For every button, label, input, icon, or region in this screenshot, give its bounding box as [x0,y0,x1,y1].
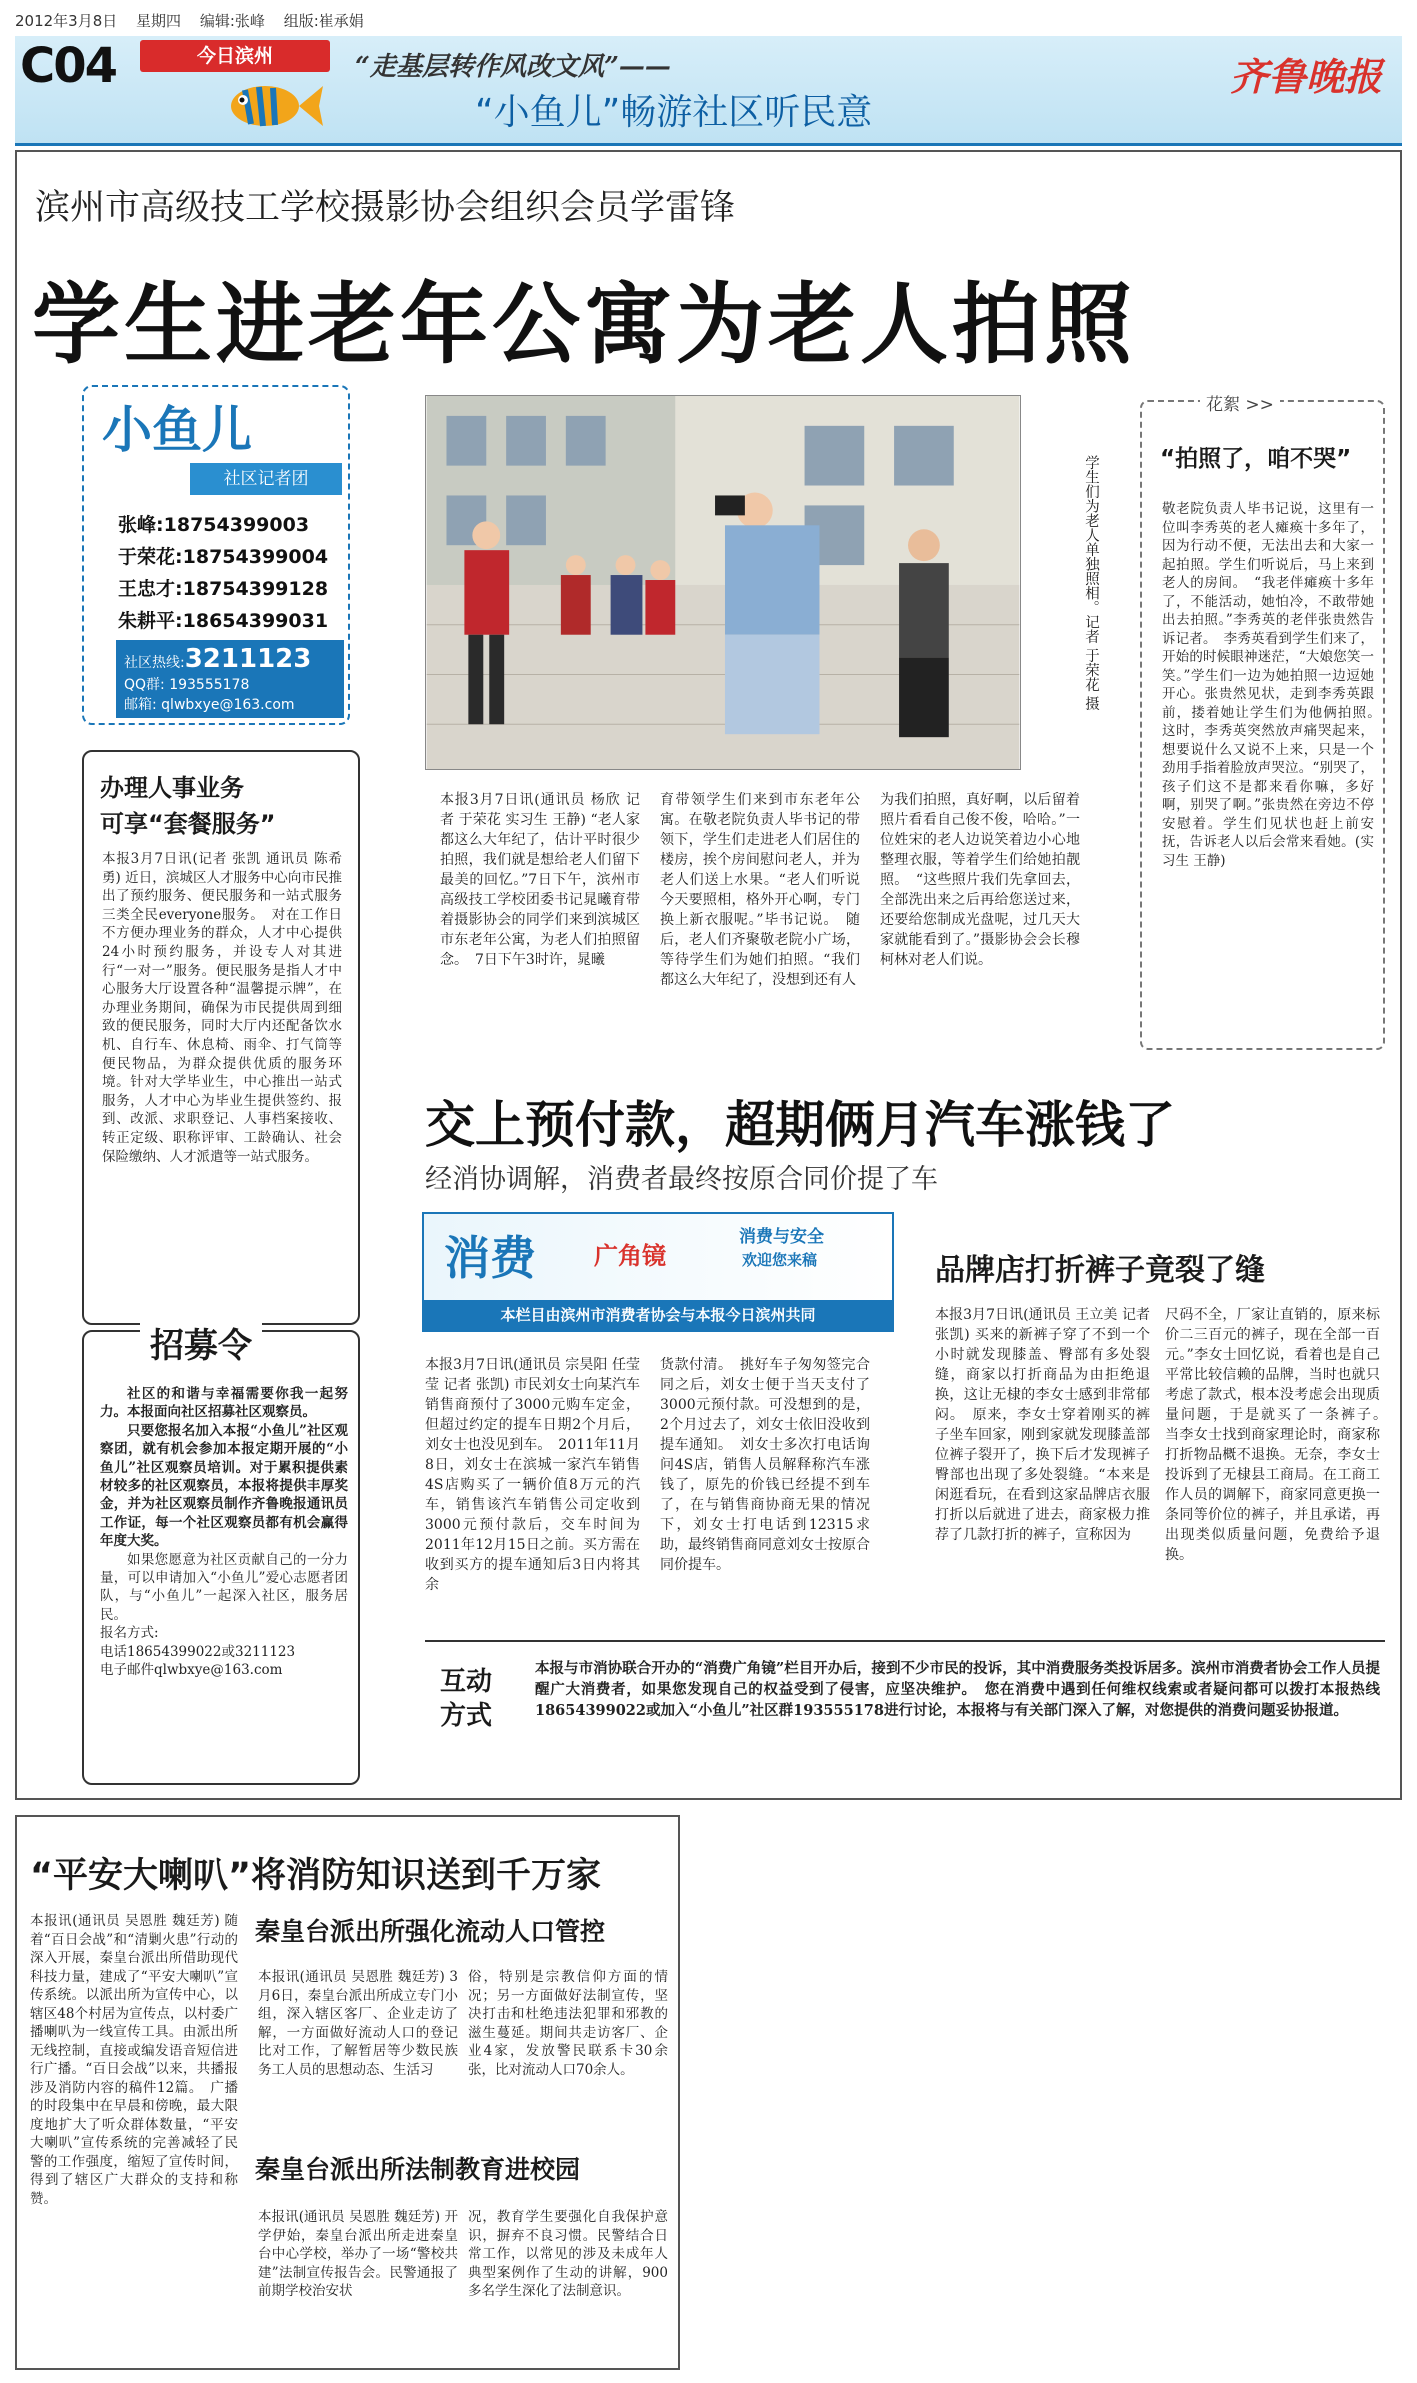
hr-service-title: 办理人事业务 可享“套餐服务” [100,774,276,838]
hotline-label: 社区热线: [124,655,185,671]
bottom-headline-1: “平安大喇叭”将消防知识送到千万家 [30,1856,602,1896]
story-headline: 学生进老年公寓为老人拍照 [32,273,1137,376]
interaction-label: 互动方式 [440,1667,493,1731]
banner-credit: 本栏目由滨州市消费者协会与本报今日滨州共同 [424,1300,892,1330]
story-kicker: 滨州市高级技工学校摄影协会组织会员学雷锋 [35,188,736,228]
reporter-entry: 王忠才:18754399128 [118,578,329,600]
bottom-story-1: 本报讯(通讯员 吴恩胜 魏廷芳) 随着“百日会战”和“清剿火患”行动的深入开展，秦皇台派出所借助现代科技力量，建成了“平安大喇叭”宣传系统。以派出所为宣传中心，以辖区48个村居为宣传点，以村委广播喇叭为一线宣传工具。由派出所无线控制，直接或编发语音短信进行广播。“百日会战”以来，共播报涉及消防内容的稿件12篇。 广播的时段集中在早晨和傍晚，最大限度地扩大了听众群体数量，“平安大喇叭”宣传系统的完善减轻了民警的工作强度，缩短了宣传时间，得到了辖区广大群众的支持和称赞。 [30,1913,238,2207]
reporter-entry: 于荣花:18754399004 [118,546,329,568]
weekday: 星期四 [136,12,182,30]
story3-col-1: 本报3月7日讯(通讯员 王立美 记者 张凯) 买来的新裤子穿了不到一个小时就发现膝盖、臀部有多处裂缝，商家以打折商品为由拒绝退换，这让无棣的李女士感到非常郁闷。 原来，李女士穿着刚买的裤子坐车回家，刚到家就发现膝盖部位裤子裂开了，换下后才发现裤子臀部也出现了多处裂缝。“本来是闲逛看玩，在看到这家品牌店衣服打折以后就进了进去，商家极力推荐了几款打折的裤子，宣称因为 [935,1307,1150,1543]
qq-group: QQ群: 193555178 [124,677,250,693]
banner-slogan-2: 欢迎您来稿 [742,1251,818,1269]
story-col-3: 为我们拍照，真好啊，以后留着照片看看自己俊不俊，哈哈。”一位姓宋的老人边说笑着边小心地整理衣服，等着学生们给她拍靓照。 “这些照片我们先拿回去，全部洗出来之后再给您送过来，还要给您制成光盘呢，过几天大家就能看到了。”摄影协会会长穆柯林对老人们说。 [880,792,1080,968]
news-photo [425,395,1021,770]
story3-headline: 品牌店打折裤子竟裂了缝 [935,1253,1265,1288]
bottom-story-2-col-2: 俗，特别是宗教信仰方面的情况；另一方面做好法制宣传，坚决打击和杜绝违法犯罪和邪教的滋生蔓延。期间共走访客厂、企业4家，发放警民联系卡30余张，比对流动人口70余人。 [468,1969,668,2078]
recruit-text: 社区的和谐与幸福需要你我一起努力。本报面向社区招募社区观察员。 只要您报名加入本报“小鱼儿”社区观察团，就有机会参加本报定期开展的“小鱼儿”社区观察员培训。对于累积提供素材较多的社区观察员，本报将提供丰厚奖金，并为社区观察员制作齐鲁晚报通讯员工作证，每一个社区观察员都有机会赢得年度大奖。 如果您愿意为社区贡献自己的一分力量，可以申请加入“小鱼儿”爱心志愿者团队，与“小鱼儿”一起深入社区，服务居民。 报名方式: 电话18654399022或3211123 电子邮件qlwbxye@163.com [100,1386,348,1679]
story3-col-2: 尺码不全，厂家让直销的，原来标价二三百元的裤子，现在全部一百元。”李女士回忆说，看着也是自己平常比较信赖的品牌，当时也就只考虑了款式，根本没考虑会出现质量问题，于是就买了一条裤子。 当李女士找到商家理论时，商家称打折物品概不退换。无奈，李女士投诉到了无棣县工商局。在工商工作人员的调解下，商家同意更换一条同等价位的裤子，并且承诺，再出现类似质量问题，免费给予退换。 [1165,1307,1394,1563]
hr-service-text: 本报3月7日讯(记者 张凯 通讯员 陈希勇) 近日，滨城区人才服务中心向市民推出了预约服务、便民服务和一站式服务三类全民everyone服务。 对在工作日不方便办理业务的群众，人才中心提供24小时预约服务，并设专人对其进行“一对一”服务。便民服务是指人才中心服务大厅设置各种“温馨提示牌”，在办理业务期间，确保为市民提供周到细致的便民服务，同时大厅内还配备饮水机、自行车、休息椅、雨伞、打气筒等便民物品，为群众提供优质的服务环境。针对大学毕业生，中心推出一站式服务，人才中心为毕业生提供签约、报到、改派、求职登记、人事档案接收、转正定级、职称评审、工龄确认、社会保险缴纳、人才派遣等一站式服务。 [102,851,342,1165]
reporter-box-title: 小鱼儿 [102,401,252,459]
story-col-1: 本报3月7日讯(通讯员 杨欣 记者 于荣花 实习生 王静) “老人家都这么大年纪了，估计平时很少拍照，我们就是想给老人们留下最美的回忆。”7日下午，滨州市高级技工学校团委书记晁曦育带着摄影协会的同学们来到滨城区市东老年公寓，为老人们拍照留念。 7日下午3时许，晁曦 [440,792,640,968]
recruit-title: 招募令 [140,1318,262,1367]
story2-headline: 交上预付款，超期俩月汽车涨钱了 [425,1096,1175,1154]
banner-logo: 消费 [444,1231,536,1285]
hotline-number: 3211123 [184,644,312,674]
story2-col-2: 货款付清。 挑好车子匆匆签完合同之后，刘女士便于当天支付了3000元预付款。可没想到的是，2个月过去了，刘女士依旧没收到提车通知。 刘女士多次打电话询问4S店，销售人员解释称汽车涨钱了，原先的价钱已经提不到车了，在与销售商协商无果的情况下，刘女士打电话到12315求助，最终销售商同意刘女士按原合同价提车。 [660,1357,870,1573]
sidebar-tag: 花絮 >> [1200,390,1280,415]
reporter-entry: 张峰:18754399003 [118,514,310,536]
sidebar-title: “拍照了，咱不哭” [1160,446,1352,472]
interaction-text: 本报与市消协联合开办的“消费广角镜”栏目开办后，接到不少市民的投诉，其中消费服务类投诉居多。滨州市消费者协会工作人员提醒广大消费者，如果您发现自己的权益受到了侵害，应坚决维护。 您在消费中遇到任何维权线索或者疑问都可以拨打本报热线18654399022或加入“小鱼儿”社区群193555178进行讨论，本报将与有关部门深入了解，对您提供的消费问题妥协报道。 [535,1660,1380,1719]
reporter-entry: 朱耕平:18654399031 [118,610,329,632]
layout-editor: 组版:崔承娟 [283,12,364,30]
page-code: C04 [20,38,117,94]
date: 2012年3月8日 [15,12,118,30]
bottom-headline-2: 秦皇台派出所强化流动人口管控 [255,1917,606,1946]
bottom-story-2-col-1: 本报讯(通讯员 吴恩胜 魏廷芳) 3月6日，秦皇台派出所成立专门小组，深入辖区客厂、企业走访了解，一方面做好流动人口的登记比对工作，了解暂居等少数民族务工人员的思想动态、生活习 [258,1969,458,2078]
email: 邮箱: qlwbxye@163.com [124,697,295,713]
banner-slogan-1: 消费与安全 [739,1227,824,1247]
bottom-headline-3: 秦皇台派出所法制教育进校园 [255,2155,581,2184]
bottom-story-3-col-2: 况，教育学生要强化自我保护意识，摒弃不良习惯。民警结合日常工作，以常见的涉及未成年人典型案例作了生动的讲解，900多名学生深化了法制意识。 [468,2209,668,2299]
blank-area [690,1815,1402,2370]
consumer-column-banner [422,1212,894,1332]
slogan-line-2: “小鱼儿”畅游社区听民意 [475,92,873,133]
story2-subhead: 经消协调解，消费者最终按原合同价提了车 [425,1164,938,1195]
sidebar-text: 敬老院负责人毕书记说，这里有一位叫李秀英的老人瘫痪十多年了，因为行动不便，无法出去和大家一起拍照。学生们听说后，马上来到老人的房间。 “我老伴瘫痪十多年了，不能活动，她怕冷，不敢带她出去拍照。”李秀英的老伴张贵然告诉记者。 李秀英看到学生们来了，开始的时候眼神迷茫，“大娘您笑一笑。”学生们一边为她拍照一边逗她开心。张贵然见状，走到李秀英跟前，搂着她让学生们为他俩拍照。 这时，李秀英突然放声痛哭起来，想要说什么又说不上来，只是一个劲用手指着脸放声哭泣。“别哭了，孩子们这不是都来看你嘛，多好啊，别哭了啊。”张贵然在旁边不停安慰着。学生们见状也赶上前安抚，告诉老人以后会常来看她。(实习生 王静) [1162,501,1388,869]
paper-logo: 齐鲁晚报 [1230,54,1383,99]
reporter-box-subtitle: 社区记者团 [190,463,342,495]
banner-logo2: 广角镜 [594,1242,666,1270]
slogan-line-1: “走基层转作风改文风”—— [355,52,671,82]
story2-col-1: 本报3月7日讯(通讯员 宗昊阳 任莹莹 记者 张凯) 市民刘女士向某汽车销售商预付了3000元购车定金，但超过约定的提车日期2个月后，刘女士也没见到车。 2011年11月8日，刘女士在滨城一家汽车销售4S店购买了一辆价值8万元的汽车，销售该汽车销售公司定收到3000元预付款后，交车时间为2011年12月15日之前。买方需在收到买方的提车通知后3日内将其余 [425,1357,640,1593]
page-dateline [15,10,915,34]
photo-caption: 学生们为老人单独照相。记者 于荣花 摄 [1083,455,1099,711]
bottom-story-3-col-1: 本报讯(通讯员 吴恩胜 魏廷芳) 开学伊始，秦皇台派出所走进秦皇台中心学校，举办了一场“警校共建”法制宣传报告会。民警通报了前期学校治安状 [258,2209,458,2299]
editor: 编辑:张峰 [199,12,265,30]
section-tag: 今日滨州 [140,40,330,72]
fish-logo-icon [215,68,325,138]
story-col-2: 育带领学生们来到市东老年公寓。在敬老院负责人毕书记的带领下，学生们走进老人们居住的楼房，挨个房间慰问老人，并为老人们送上水果。“老人们听说今天要照相，格外开心啊，专门换上新衣服呢。”毕书记说。 随后，老人们齐聚敬老院小广场，等待学生们为她们拍照。“我们都这么大年纪了，没想到还有人 [660,792,860,988]
hotline-bar [116,640,344,718]
